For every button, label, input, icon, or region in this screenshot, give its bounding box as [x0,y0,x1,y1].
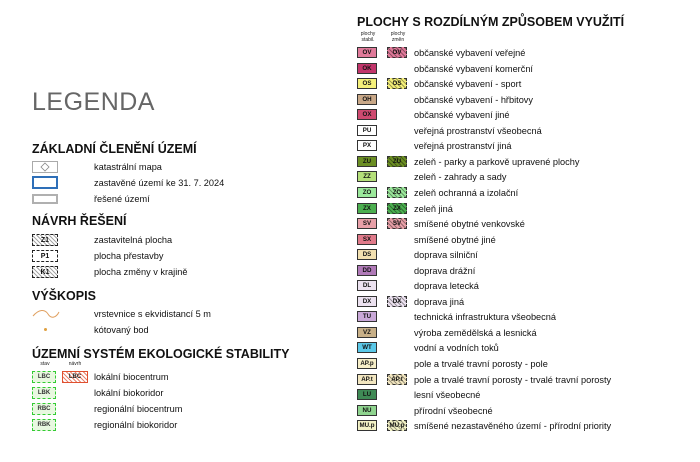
land-use-label: vodní a vodních toků [414,343,499,354]
land-use-code-change: ZU [387,156,407,167]
column-header-stabil: plochy stabil. [360,31,376,43]
proposal-code-symbol: K1 [32,266,58,278]
land-use-item [357,202,687,216]
land-use-code-stable: SV [357,218,377,229]
legend-item-resene-uzemi [32,192,312,206]
land-use-code-stable: DS [357,249,377,260]
legend-label: lokální biocentrum [94,372,169,382]
legend-title: LEGENDA [32,88,155,116]
land-use-item [357,155,687,169]
legend-label: zastavitelná plocha [94,235,173,245]
land-use-item [357,341,687,355]
land-use-label: smíšené nezastavěného území - přírodní priority [414,421,612,432]
land-use-label: doprava letecká [414,281,479,292]
legend-item-zastavitelna-plocha [32,233,312,247]
land-use-code-stable: NU [357,405,377,416]
land-use-label: pole a trvalé travní porosty - trvalé travní porosty [414,374,612,385]
land-use-code-stable: VZ [357,327,377,338]
legend-label: lokální biokoridor [94,388,164,398]
land-use-label: doprava jiná [414,296,465,307]
land-use-code-stable: ZZ [357,171,377,182]
land-use-item [357,77,687,91]
land-use-item [357,186,687,200]
legend-label: řešené území [94,194,150,204]
land-use-label: pole a trvalé travní porosty - pole [414,359,548,369]
land-use-label: občanské vybavení - sport [414,79,522,90]
legend-item-lokalni-biokoridor [32,386,312,400]
legend-label: regionální biocentrum [94,404,183,414]
spot-height-symbol [44,328,47,331]
land-use-code-stable: OV [357,47,377,58]
uses-code-symbol: RBC [32,403,56,415]
legend-item-plocha-zmeny-v-krajine [32,265,312,279]
land-use-label: občanské vybavení veřejné [414,48,526,58]
legend-item-katastralni-mapa [32,160,312,174]
land-use-label: zeleň - zahrady a sady [414,172,507,183]
legend-label: zastavěné území ke 31. 7. 2024 [94,178,225,188]
land-use-label: veřejná prostranství jiná [414,141,512,152]
land-use-code-stable: DD [357,265,377,276]
legend-item-plocha-prestavby [32,249,312,263]
land-use-code-stable: WT [357,342,377,353]
land-use-code-stable: OK [357,63,377,74]
legend-item-regionalni-biocentrum [32,402,312,416]
section-heading-zakladni: ZÁKLADNÍ ČLENĚNÍ ÚZEMÍ [32,142,197,156]
legend-label: katastrální mapa [94,162,162,172]
land-use-code-stable: DX [357,296,377,307]
section-heading-vyskopis: VÝŠKOPIS [32,289,96,303]
land-use-code-stable: ZX [357,203,377,214]
land-use-label: občanské vybavení jiné [414,110,510,121]
land-use-label: doprava silniční [414,250,478,261]
proposal-code-symbol: Z1 [32,234,58,246]
land-use-code-change: OV [387,47,407,58]
land-use-code-stable: ZO [357,187,377,198]
land-use-item [357,388,687,402]
uses-code-symbol: RBK [32,419,56,431]
land-use-item [357,248,687,262]
land-use-label: výroba zemědělská a lesnická [414,327,537,338]
land-use-item [357,124,687,138]
land-use-label: občanské vybavení - hřbitovy [414,94,533,105]
land-use-item [357,62,687,76]
land-use-code-change: MU.p [387,420,407,431]
land-use-item [357,326,687,340]
land-use-item [357,93,687,107]
land-use-label: zeleň - parky a parkově upravené plochy [414,156,580,167]
land-use-item [357,170,687,184]
land-use-code-stable: AP.t [357,374,377,385]
land-use-code-stable: DL [357,280,377,291]
legend-label: plocha přestavby [94,251,164,261]
cadastral-map-symbol [32,161,58,173]
legend-label: regionální biokoridor [94,420,178,430]
legend-item-lokalni-biocentrum [32,370,312,384]
land-use-item [357,404,687,418]
land-use-item [357,233,687,247]
land-use-code-stable: SX [357,234,377,245]
land-use-code-stable: AP.p [357,358,377,369]
land-use-code-change: OS [387,78,407,89]
land-use-code-change: SV [387,218,407,229]
uses-code-symbol: LBC [32,371,56,383]
land-use-code-change: DX [387,296,407,307]
land-use-code-stable: OS [357,78,377,89]
section-heading-navrh: NÁVRH ŘEŠENÍ [32,214,127,228]
land-use-item [357,357,687,371]
built-up-area-symbol [32,176,58,189]
solved-area-symbol [32,194,58,204]
land-use-item [357,108,687,122]
land-use-code-stable: OX [357,109,377,120]
legend-label: kótovaný bod [94,325,149,335]
land-use-code-change: ZO [387,187,407,198]
land-use-code-change: ZX [387,203,407,214]
land-use-item [357,279,687,293]
land-use-code-stable: MU.p [357,420,377,431]
legend-item-kotovany-bod [32,323,312,337]
column-header-stav: stav [40,361,50,367]
land-use-label: přírodní všeobecné [414,405,493,416]
column-header-navrh: návrh [68,361,82,367]
land-use-label: zeleň jiná [414,203,453,214]
land-use-label: lesní všeobecné [414,390,481,401]
legend-item-vrstevnice [32,307,312,321]
land-use-item [357,373,687,387]
land-use-item [357,295,687,309]
land-use-label: smíšené obytné venkovské [414,219,525,230]
land-use-item [357,46,687,60]
column-header-zmen: plochy změn [390,31,406,43]
land-use-item [357,139,687,153]
land-use-label: občanské vybavení komerční [414,63,533,74]
land-use-code-change: AP.t [387,374,407,385]
land-use-code-stable: PX [357,140,377,151]
proposal-code-symbol: P1 [32,250,58,262]
uses-proposal-code-symbol: LBC [62,371,88,383]
contour-line-symbol [32,308,60,320]
land-use-label: technická infrastruktura všeobecná [414,312,556,323]
land-use-code-stable: ZU [357,156,377,167]
land-use-item [357,310,687,324]
land-use-code-stable: OH [357,94,377,105]
legend-item-regionalni-biokoridor [32,418,312,432]
land-use-item [357,217,687,231]
land-use-item [357,264,687,278]
legend-label: vrstevnice s ekvidistancí 5 m [94,309,211,319]
land-use-code-stable: LU [357,389,377,400]
land-use-label: doprava drážní [414,265,476,276]
land-use-label: veřejná prostranství všeobecná [414,125,542,136]
land-use-item [357,419,687,433]
land-use-label: smíšené obytné jiné [414,234,496,245]
legend-item-zastavene-uzemi [32,176,312,190]
land-use-label: zeleň ochranná a izolační [414,187,519,198]
section-heading-uses: ÚZEMNÍ SYSTÉM EKOLOGICKÉ STABILITY [32,347,290,361]
land-use-code-stable: PU [357,125,377,136]
legend-label: plocha změny v krajině [94,267,188,277]
uses-code-symbol: LBK [32,387,56,399]
land-use-code-stable: TU [357,311,377,322]
section-heading-plochy: PLOCHY S ROZDÍLNÝM ZPŮSOBEM VYUŽITÍ [357,15,625,29]
